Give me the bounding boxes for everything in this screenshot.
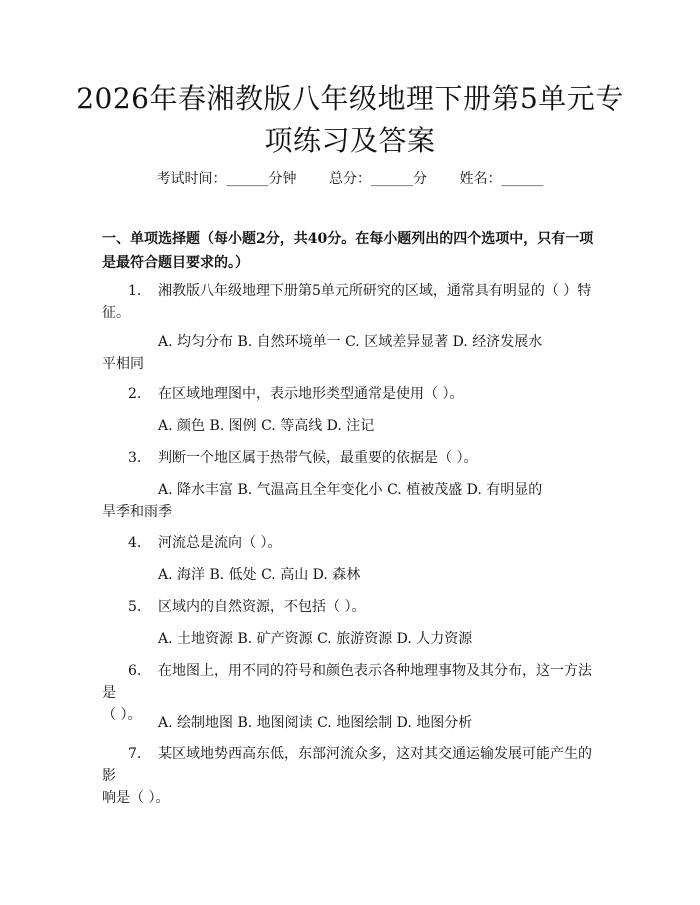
options-text: A. 均匀分布 B. 自然环境单一 C. 区域差异显著 D. 经济发展水 (158, 334, 543, 350)
document-title (60, 78, 640, 162)
question-text: 某区域地势西高东低，东部河流众多，这对其交通运输发展可能产生的影 (102, 746, 592, 784)
options-text: A. 颜色 B. 图例 C. 等高线 D. 注记 (158, 418, 375, 434)
options-text: A. 海洋 B. 低处 C. 高山 D. 森林 (158, 567, 361, 583)
question-text: 在地图上，用不同的符号和颜色表示各种地理事物及其分布，这一方法是 (102, 663, 592, 701)
question-text: 在区域地理图中，表示地形类型通常是使用（ ）。 (158, 386, 464, 402)
question-text: 判断一个地区属于热带气候，最重要的依据是（ ）。 (158, 450, 478, 466)
options-text: A. 土地资源 B. 矿产资源 C. 旅游资源 D. 人力资源 (158, 631, 473, 647)
question-3 (102, 447, 600, 469)
question-4 (102, 532, 600, 554)
question-2-options (102, 415, 600, 437)
question-text: 河流总是流向（ ）。 (158, 535, 282, 551)
question-number: 6. (128, 663, 142, 679)
question-text: 湘教版八年级地理下册第5单元所研究的区域，通常具有明显的（ ）特 (158, 283, 592, 299)
question-text: 区域内的自然资源，不包括（ ）。 (158, 599, 366, 615)
question-text-cont: （ ）。 (102, 707, 142, 723)
exam-meta (0, 168, 700, 188)
question-3-options (102, 479, 600, 523)
section-heading-line-2: 是最符合题目要求的。） (102, 255, 249, 271)
question-5 (102, 596, 600, 618)
question-4-options (102, 564, 600, 586)
section-heading (102, 227, 602, 275)
question-1-options (102, 331, 600, 375)
question-text-cont: 征。 (102, 305, 130, 321)
question-number: 7. (128, 746, 142, 762)
question-1 (102, 280, 600, 324)
title-line-2: 项练习及答案 (264, 124, 436, 157)
exam-time: 考试时间：______分钟 (156, 171, 297, 187)
options-text-cont: 平相同 (102, 356, 144, 372)
question-number: 3. (128, 450, 142, 466)
question-5-options (102, 628, 600, 650)
question-number: 2. (128, 386, 142, 402)
options-text: A. 降水丰富 B. 气温高且全年变化小 C. 植被茂盛 D. 有明显的 (158, 482, 543, 498)
question-number: 5. (128, 599, 142, 615)
exam-score: 总分：______分 (329, 171, 427, 187)
options-text-cont: 旱季和雨季 (102, 504, 172, 520)
question-text-cont: 响是（ ）。 (102, 790, 170, 806)
question-number: 1. (128, 283, 142, 299)
options-text: A. 绘制地图 B. 地图阅读 C. 地图绘制 D. 地图分析 (158, 715, 473, 731)
question-6-options (102, 712, 600, 734)
section-heading-line-1: 一、单项选择题（每小题2分，共40分。在每小题列出的四个选项中，只有一项 (102, 231, 594, 247)
question-2 (102, 383, 600, 405)
title-line-1: 2026年春湘教版八年级地理下册第5单元专 (76, 82, 624, 115)
question-7 (102, 743, 600, 809)
student-name: 姓名：______ (459, 171, 544, 187)
question-number: 4. (128, 535, 142, 551)
